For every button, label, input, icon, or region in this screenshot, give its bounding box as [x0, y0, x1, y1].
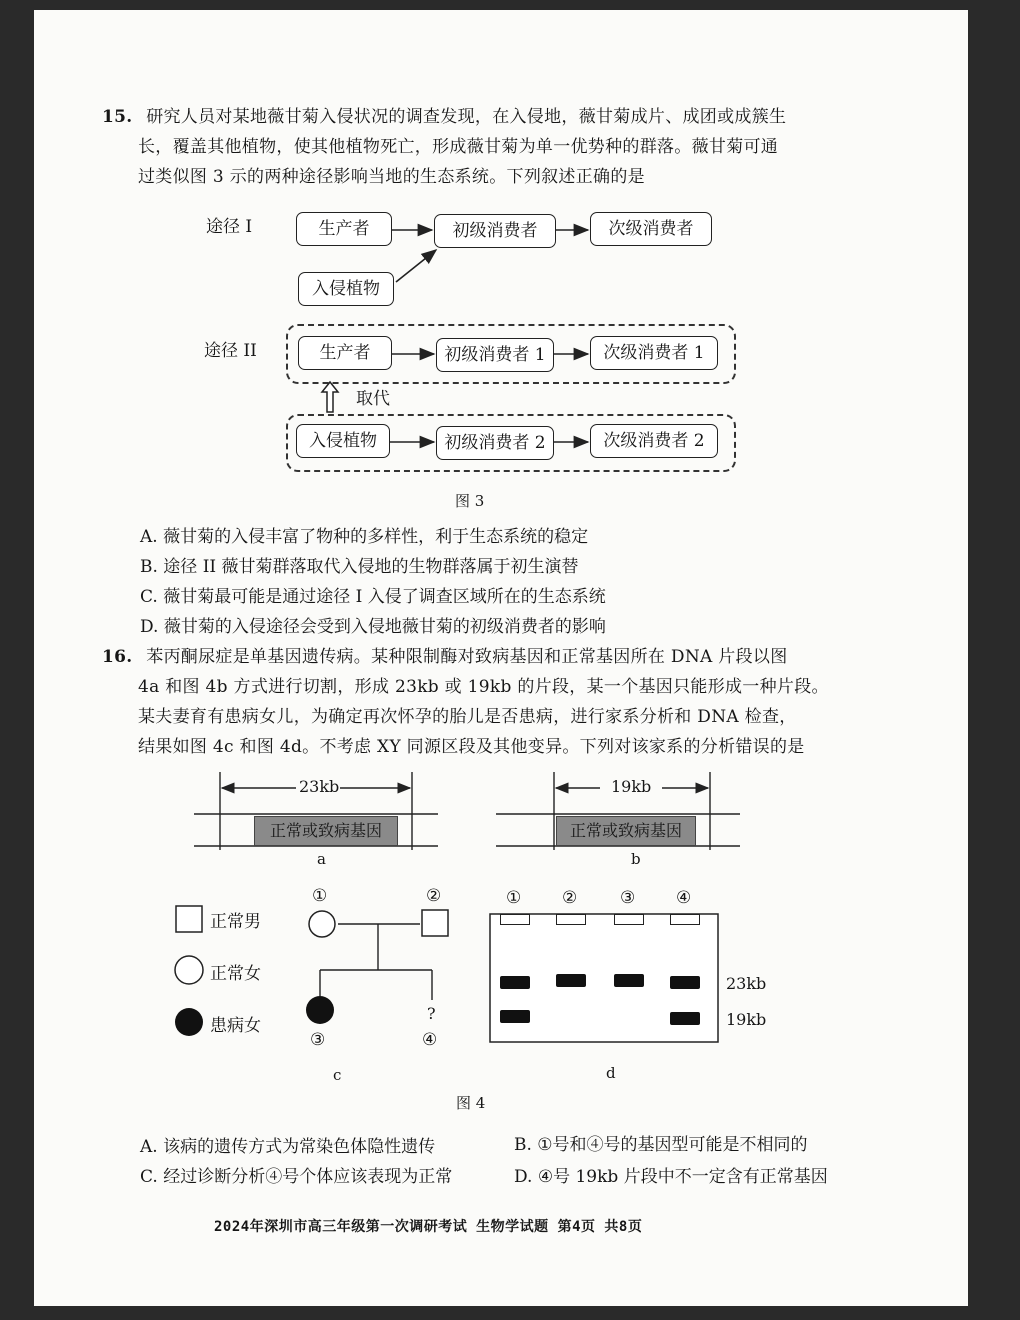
- invasive-plant-box-1: 入侵植物: [298, 272, 394, 306]
- page-footer: 2024年深圳市高三年级第一次调研考试 生物学试题 第4页 共8页: [214, 1219, 643, 1235]
- q15-line3: 过类似图 3 示的两种途径影响当地的生态系统。下列叙述正确的是: [138, 167, 645, 187]
- gel-band-lane3-23kb: [614, 974, 644, 987]
- replace-label: 取代: [356, 389, 390, 409]
- legend-male-text: 正常男: [210, 912, 261, 932]
- q15-option-a: A. 薇甘菊的入侵丰富了物种的多样性，利于生态系统的稳定: [140, 527, 589, 547]
- exam-page: [34, 10, 968, 1306]
- figure4-caption: 图 4: [456, 1094, 486, 1112]
- q16-line2: 4a 和图 4b 方式进行切割，形成 23kb 或 19kb 的片段，某一个基因只能形成一种片段。: [138, 677, 829, 697]
- sub-label-a: a: [317, 850, 326, 868]
- secondary-consumer-1-box: 次级消费者 1: [590, 336, 718, 370]
- gel-well-1: [500, 914, 530, 925]
- primary-consumer-1-box: 初级消费者 1: [436, 338, 554, 372]
- legend-female-icon: [175, 956, 203, 984]
- gel-label-19kb: 19kb: [726, 1010, 767, 1029]
- sub-label-d: d: [606, 1064, 616, 1082]
- q16-option-a: A. 该病的遗传方式为常染色体隐性遗传: [140, 1137, 436, 1157]
- figure4-drawings: [34, 10, 968, 1110]
- legend-affected-icon: [175, 1008, 203, 1036]
- q16-option-c: C. 经过诊断分析④号个体应该表现为正常: [140, 1167, 453, 1187]
- q15-line2: 长，覆盖其他植物，使其他植物死亡，形成薇甘菊为单一优势种的群落。薇甘菊可通: [138, 137, 779, 157]
- gel-well-2: [556, 914, 586, 925]
- pedigree-number-1: ①: [312, 886, 328, 906]
- legend-affected-text: 患病女: [210, 1016, 261, 1036]
- q16-number: 16.: [102, 647, 133, 667]
- primary-consumer-2-box: 初级消费者 2: [436, 426, 554, 460]
- q16-text-1: 苯丙酮尿症是单基因遗传病。某种限制酶对致病基因和正常基因所在 DNA 片段以图: [146, 647, 788, 667]
- individual-2-symbol: [422, 910, 448, 936]
- individual-3-symbol: [306, 996, 334, 1024]
- secondary-consumer-box: 次级消费者: [590, 212, 712, 246]
- gel-band-lane4-23kb: [670, 976, 700, 989]
- q15-text-1: 研究人员对某地薇甘菊入侵状况的调查发现，在入侵地，薇甘菊成片、成团或成簇生: [146, 107, 787, 127]
- gel-band-lane1-19kb: [500, 1010, 530, 1023]
- gel-label-23kb: 23kb: [726, 974, 767, 993]
- pedigree-number-3: ③: [310, 1030, 326, 1050]
- path2-label: 途径 II: [204, 341, 257, 361]
- unknown-fetus-mark: ?: [427, 1004, 436, 1023]
- gene-block-b: 正常或致病基因: [556, 816, 696, 846]
- q16-line4: 结果如图 4c 和图 4d。不考虑 XY 同源区段及其他变异。下列对该家系的分析错误的是: [138, 737, 805, 757]
- length-a-label: 23kb: [299, 777, 340, 796]
- figure3-caption: 图 3: [455, 492, 485, 510]
- producer-box-2: 生产者: [298, 336, 392, 370]
- sub-label-c: c: [333, 1066, 342, 1084]
- gel-well-4: [670, 914, 700, 925]
- secondary-consumer-2-box: 次级消费者 2: [590, 424, 718, 458]
- q16-option-b: B. ①号和④号的基因型可能是不相同的: [514, 1135, 808, 1155]
- gel-well-3: [614, 914, 644, 925]
- length-b-label: 19kb: [611, 777, 652, 796]
- lane-number-4: ④: [676, 888, 692, 908]
- producer-box-1: 生产者: [296, 212, 392, 246]
- pedigree-number-2: ②: [426, 886, 442, 906]
- pedigree-number-4: ④: [422, 1030, 438, 1050]
- legend-male-icon: [176, 906, 202, 932]
- q15-number: 15.: [102, 107, 133, 127]
- lane-number-2: ②: [562, 888, 578, 908]
- q16-line3: 某夫妻育有患病女儿，为确定再次怀孕的胎儿是否患病，进行家系分析和 DNA 检查，: [138, 707, 797, 727]
- legend-female-text: 正常女: [210, 964, 261, 984]
- primary-consumer-box: 初级消费者: [434, 214, 556, 248]
- lane-number-3: ③: [620, 888, 636, 908]
- gene-block-a: 正常或致病基因: [254, 816, 398, 846]
- q15-option-b: B. 途径 II 薇甘菊群落取代入侵地的生物群落属于初生演替: [140, 557, 579, 577]
- path1-label: 途径 I: [206, 217, 253, 237]
- q16-option-d: D. ④号 19kb 片段中不一定含有正常基因: [514, 1167, 828, 1187]
- invasive-plant-box-2: 入侵植物: [296, 424, 390, 458]
- sub-label-b: b: [631, 850, 641, 868]
- lane-number-1: ①: [506, 888, 522, 908]
- gel-band-lane4-19kb: [670, 1012, 700, 1025]
- q15-option-c: C. 薇甘菊最可能是通过途径 I 入侵了调查区域所在的生态系统: [140, 587, 606, 607]
- individual-1-symbol: [309, 911, 335, 937]
- q15-option-d: D. 薇甘菊的入侵途径会受到入侵地薇甘菊的初级消费者的影响: [140, 617, 606, 637]
- gel-band-lane1-23kb: [500, 976, 530, 989]
- gel-band-lane2-23kb: [556, 974, 586, 987]
